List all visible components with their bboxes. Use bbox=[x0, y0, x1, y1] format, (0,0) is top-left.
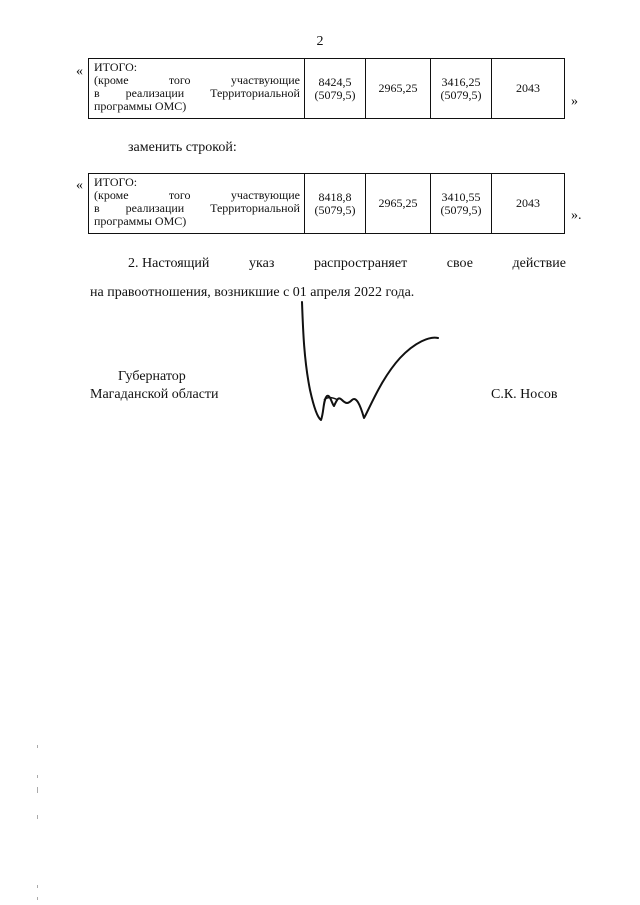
page-number: 2 bbox=[316, 34, 324, 49]
table-new-row bbox=[88, 173, 565, 234]
value-cell-new-3: 2965,25 bbox=[366, 174, 431, 234]
para-word: указ bbox=[249, 256, 275, 271]
label-word: программы ОМС) bbox=[94, 214, 187, 228]
value-cell-new-5: 2043 bbox=[492, 174, 565, 234]
quote-open-new: « bbox=[76, 178, 83, 193]
scan-margin-marks bbox=[36, 745, 40, 905]
value-sub: (5079,5) bbox=[314, 87, 356, 102]
para-word: свое bbox=[446, 256, 473, 271]
label-word: ИТОГО: bbox=[94, 175, 138, 189]
paragraph-2-line-1 bbox=[90, 256, 566, 272]
value-main: 3410,55 bbox=[441, 189, 481, 204]
label-word: ИТОГО: bbox=[94, 60, 138, 74]
label-word: (кроме bbox=[94, 188, 129, 202]
label-cell-new bbox=[89, 174, 305, 234]
value-main: 3416,25 bbox=[441, 74, 481, 89]
handwritten-signature bbox=[290, 300, 450, 430]
para-word: действие bbox=[512, 256, 566, 271]
para-word: распространяет bbox=[313, 256, 408, 271]
quote-close-new: ». bbox=[571, 208, 582, 223]
value-sub: (5079,5) bbox=[314, 202, 356, 217]
label-word: Территориальной bbox=[210, 86, 300, 100]
label-word: (кроме bbox=[94, 73, 129, 87]
governor-title-line1: Губернатор bbox=[118, 369, 186, 384]
label-word: программы ОМС) bbox=[94, 99, 187, 113]
label-word: реализации bbox=[125, 201, 185, 215]
label-word: того bbox=[168, 73, 191, 87]
quote-close-old: » bbox=[571, 94, 578, 109]
label-word: того bbox=[168, 188, 191, 202]
label-word: в bbox=[94, 86, 100, 100]
quote-open-old: « bbox=[76, 64, 83, 79]
label-word: в bbox=[94, 201, 100, 215]
governor-title bbox=[90, 368, 219, 404]
value-cell-new-4 bbox=[431, 174, 492, 234]
para-word: 2. Настоящий bbox=[128, 256, 210, 271]
label-cell-old bbox=[89, 59, 305, 119]
paragraph-2-line-2: на правоотношения, возникшие с 01 апреля 2022 года. bbox=[90, 285, 415, 300]
value-cell-new-2 bbox=[305, 174, 366, 234]
label-word: Территориальной bbox=[210, 201, 300, 215]
value-cell-old-2 bbox=[305, 59, 366, 119]
value-main: 8424,5 bbox=[318, 74, 352, 89]
signer-name: С.К. Носов bbox=[491, 387, 558, 402]
value-main: 8418,8 bbox=[318, 189, 352, 204]
replace-instruction: заменить строкой: bbox=[128, 140, 237, 155]
value-cell-old-5: 2043 bbox=[492, 59, 565, 119]
value-cell-old-3: 2965,25 bbox=[366, 59, 431, 119]
value-sub: (5079,5) bbox=[440, 202, 482, 217]
value-sub: (5079,5) bbox=[440, 87, 482, 102]
label-word: реализации bbox=[125, 86, 185, 100]
table-old-row bbox=[88, 58, 565, 119]
label-word: участвующие bbox=[230, 188, 300, 202]
governor-title-line2: Магаданской области bbox=[90, 387, 219, 402]
label-word: участвующие bbox=[230, 73, 300, 87]
value-cell-old-4 bbox=[431, 59, 492, 119]
